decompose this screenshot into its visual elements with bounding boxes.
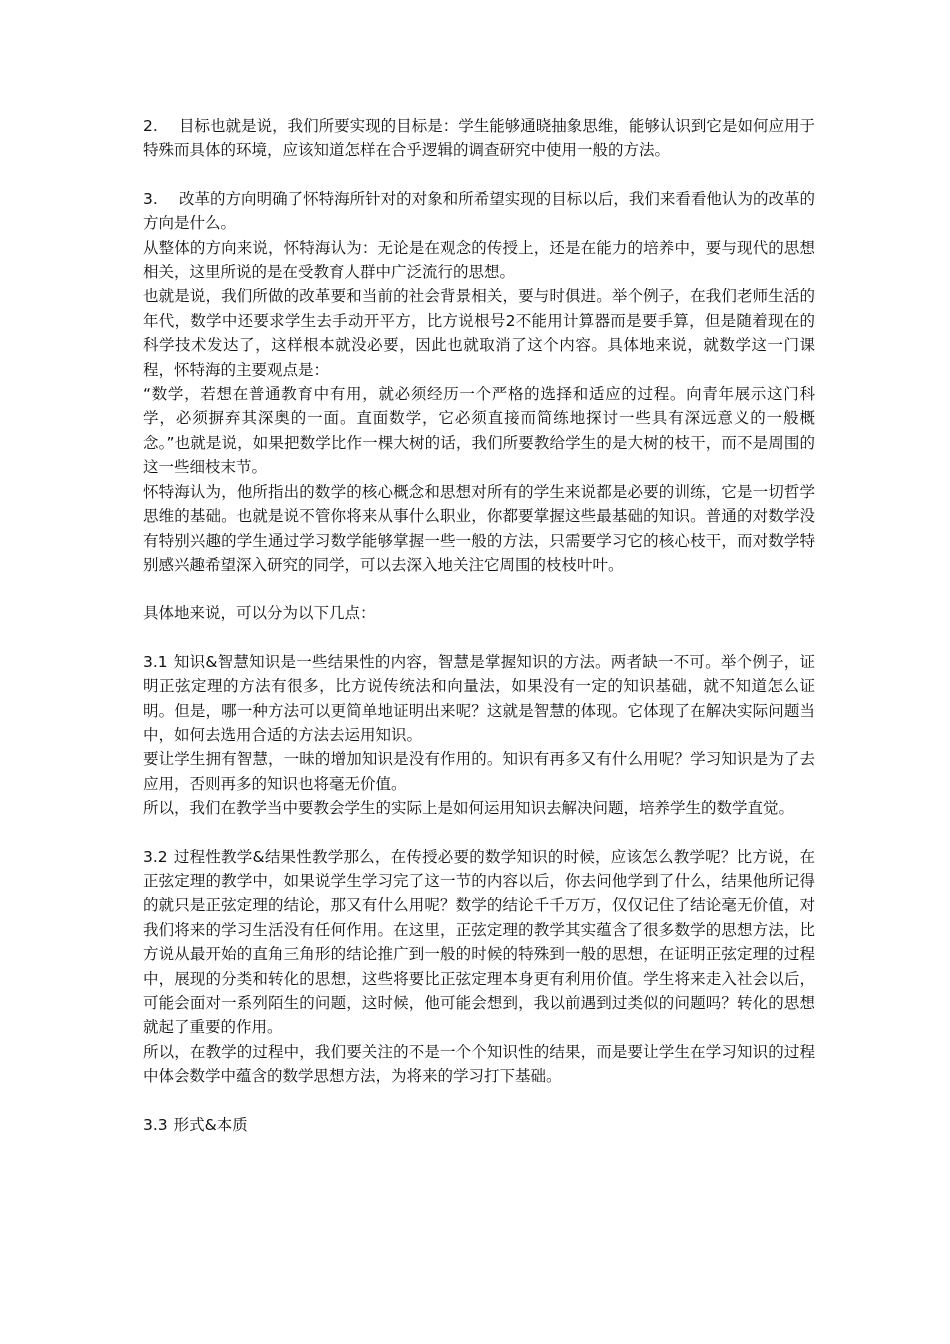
- body-paragraph: 也就是说，我们所做的改革要和当前的社会背景相关，要与时俱进。举个例子，在我们老师生活的年代，数学中还要求学生去手动开平方，比方说根号2不能用计算器而是要手算，但是随着现在的科学技术发达了，这样根本就没必要，因此也就取消了这个内容。具体地来说，就数学这一门课程，怀特海的主要观点是：: [143, 287, 815, 379]
- section-text: 改革的方向明确了怀特海所针对的对象和所希望实现的目标以后，我们来看看他认为的改革的方向是什么。: [143, 189, 815, 233]
- blank-line: [143, 626, 815, 650]
- section-2-paragraph: [143, 114, 815, 163]
- document-body: [143, 114, 815, 1137]
- section-text: 知识&智慧知识是一些结果性的内容，智慧是掌握知识的方法。两者缺一不可。举个例子，证明正弦定理的方法有很多，比方说传统法和向量法，如果没有一定的知识基础，就不知道怎么证明。但是，哪一种方法可以更简单地证明出来呢？这就是智慧的体现。它体现了在解决实际问题当中，如何去选用合适的方法去运用知识。: [143, 652, 815, 744]
- body-paragraph: 要让学生拥有智慧，一昧的增加知识是没有作用的。知识有再多又有什么用呢？学习知识是为了去应用，否则再多的知识也将毫无价值。: [143, 750, 815, 793]
- section-text: 过程性教学&结果性教学那么，在传授必要的数学知识的时候，应该怎么教学呢？比方说，在正弦定理的教学中，如果说学生学习完了这一节的内容以后，你去问他学到了什么，结果他所记得的就只是正弦定理的结论，那又有什么用呢？数学的结论千千万万，仅仅记住了结论毫无价值，对我们将来的学习生活没有任何作用。在这里，正弦定理的教学其实蕴含了很多数学的思想方法，比方说从最开始的直角三角形的结论推广到一般的时候的特殊到一般的思想，在证明正弦定理的过程中，展现的分类和转化的思想，这些将要比正弦定理本身更有利用价值。学生将来走入社会以后，可能会面对一系列陌生的问题，这时候，他可能会想到，我以前遇到过类似的问题吗？转化的思想就起了重要的作用。: [143, 847, 815, 1037]
- section-3-3-heading: [143, 1113, 815, 1137]
- section-number: 2.: [143, 117, 158, 135]
- section-3-paragraph: [143, 187, 815, 236]
- body-paragraph: 怀特海认为，他所指出的数学的核心概念和思想对所有的学生来说都是必要的训练，它是一切哲学思维的基础。也就是说不管你将来从事什么职业，你都要掌握这些最基础的知识。普通的对数学没有特别兴趣的学生通过学习数学能够掌握一些一般的方法，只需要学习它的核心枝干，而对数学特别感兴趣希望深入研究的同学，可以去深入地关注它周围的枝枝叶叶。: [143, 482, 815, 574]
- section-3-2-paragraph: [143, 845, 815, 1040]
- section-number: 3.: [143, 189, 158, 208]
- section-text: 目标也就是说，我们所要实现的目标是：学生能够通晓抽象思维，能够认识到它是如何应用于特殊而具体的环境，应该知道怎样在合乎逻辑的调查研究中使用一般的方法。: [143, 117, 815, 160]
- blank-line: [143, 1089, 815, 1113]
- body-paragraph: 所以，我们在教学当中要教会学生的实际上是如何运用知识去解决问题，培养学生的数学直觉。: [143, 799, 795, 818]
- section-number: 3.1: [143, 652, 168, 671]
- section-number: 3.2: [143, 847, 168, 866]
- blank-line: [143, 821, 815, 845]
- quote-paragraph: “数学，若想在普通教育中有用，就必须经历一个严格的选择和适应的过程。向青年展示这门科学，必须摒弃其深奥的一面。直面数学，它必须直接而简练地探讨一些具有深远意义的一般概念。”也就是说，如果把数学比作一棵大树的话，我们所要教给学生的是大树的枝干，而不是周围的这一些细枝末节。: [143, 385, 815, 477]
- blank-line: [143, 163, 815, 187]
- section-title: 形式&本质: [173, 1115, 248, 1134]
- body-paragraph: 所以，在教学的过程中，我们要关注的不是一个个知识性的结果，而是要让学生在学习知识的过程中体会数学中蕴含的数学思想方法，为将来的学习打下基础。: [143, 1042, 815, 1086]
- blank-line: [143, 577, 815, 601]
- points-intro: 具体地来说，可以分为以下几点：: [143, 604, 376, 623]
- section-3-1-paragraph: [143, 650, 815, 748]
- section-number: 3.3: [143, 1115, 168, 1134]
- body-paragraph: 从整体的方向来说，怀特海认为：无论是在观念的传授上，还是在能力的培养中，要与现代的思想相关，这里所说的是在受教育人群中广泛流行的思想。: [143, 238, 815, 282]
